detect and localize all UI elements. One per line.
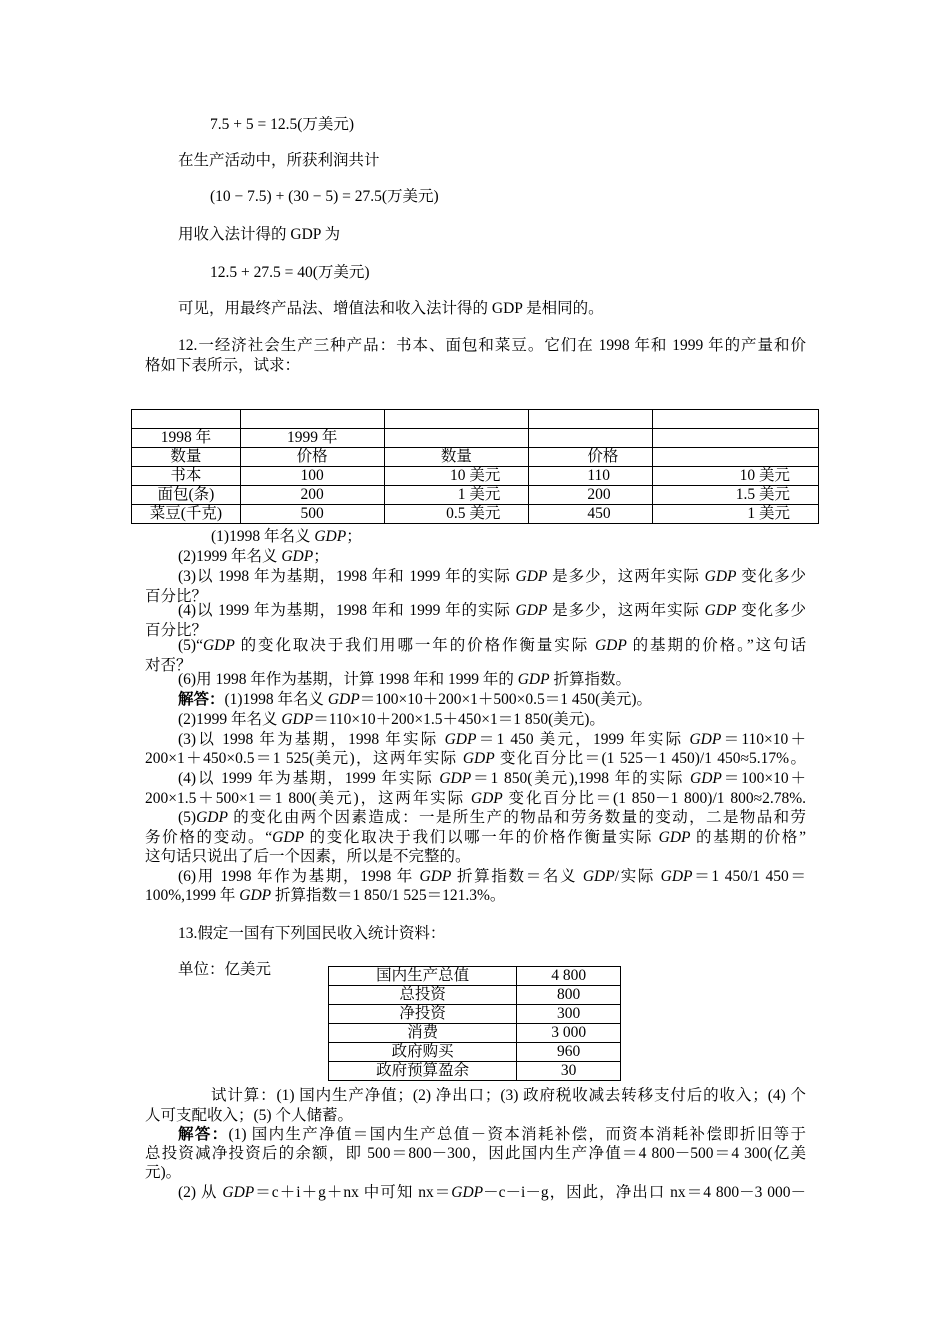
item-value: 30 [517, 1062, 621, 1081]
price-1998: 0.5 美元 [384, 505, 529, 524]
item-label: 政府购买 [329, 1043, 517, 1062]
product-name: 书本 [132, 467, 241, 486]
q12-sub2: (2)1999 年名义 GDP； [178, 548, 329, 565]
q12-sub5: (5)“GDP 的变化取决于我们用哪一年的价格作衡量实际 GDP 的基期的价格。”这句话 [178, 637, 806, 654]
income-method-calc: 12.5 + 27.5 = 40(万美元) [210, 264, 370, 281]
item-label: 消费 [329, 1024, 517, 1043]
item-label: 净投资 [329, 1005, 517, 1024]
table-row [329, 1043, 621, 1062]
item-label: 政府预算盈余 [329, 1062, 517, 1081]
q13-intro: 13.假定一国有下列国民收入统计资料： [178, 925, 446, 942]
q12-price-table [131, 409, 819, 524]
quantity-1999: 200 [529, 486, 653, 505]
answer-text: (1) 国内生产净值＝国内生产总值－资本消耗补偿，而资本消耗补偿即折旧等于 [228, 1126, 806, 1143]
year-1998-cell: 1998 年 [132, 429, 241, 448]
q12-sub4-cont: 百分比？ [145, 622, 208, 639]
q12-answer-5: (5)GDP 的变化由两个因素造成：一是所生产的物品和劳务数量的变动，二是物品和劳 [178, 809, 806, 826]
q13-task-cont: 人可支配收入；(5) 个人储蓄。 [145, 1107, 353, 1124]
q13-income-table [328, 966, 621, 1081]
q12-answer-2: (2)1999 年名义 GDP＝110×10＋200×1.5＋450×1＝1 850(美元)。 [178, 711, 605, 728]
q12-sub5-cont: 对否？ [145, 657, 192, 674]
q12-answer-4: (4)以 1999 年为基期，1999 年实际 GDP＝1 850(美元),1998 年的实际 GDP＝100×10＋ [178, 770, 806, 787]
q12-intro: 12.一经济社会生产三种产品：书本、面包和菜豆。它们在 1998 年和 1999 年的产量和价 [178, 337, 806, 354]
answer-label: 解答： [178, 1126, 229, 1143]
table-row [329, 967, 621, 986]
year-1999-cell: 1999 年 [240, 429, 384, 448]
answer-text: (1)1998 年名义 GDP＝100×10＋200×1＋500×0.5＝1 450(美元)。 [224, 691, 653, 708]
header-price: 价格 [529, 448, 653, 467]
q12-answer-3-cont: 200×1＋450×0.5＝1 525(美元)，这两年实际 GDP 变化百分比＝(1 525－1 450)/1 450≈5.17%。 [145, 750, 806, 767]
q13-answer-1-cont: 总投资减净投资后的余额，即 500＝800－300，因此国内生产净值＝4 800－500＝4 300(亿美 [145, 1145, 806, 1162]
table-row [132, 448, 819, 467]
item-value: 4 800 [517, 967, 621, 986]
quantity-1999: 450 [529, 505, 653, 524]
q13-task: 试计算：(1) 国内生产净值；(2) 净出口；(3) 政府税收减去转移支付后的收入；(4) 个 [211, 1087, 806, 1104]
item-value: 3 000 [517, 1024, 621, 1043]
q12-answer-4-cont: 200×1.5＋500×1＝1 800(美元)，这两年实际 GDP 变化百分比＝(1 850－1 800)/1 800≈2.78%. [145, 790, 806, 807]
price-1998: 10 美元 [384, 467, 529, 486]
header-quantity: 数量 [384, 448, 529, 467]
q12-answer-6: (6)用 1998 年作为基期，1998 年 GDP 折算指数＝名义 GDP/实际 GDP＝1 450/1 450＝ [178, 868, 806, 885]
q12-sub1: (1)1998 年名义 GDP； [211, 528, 362, 545]
item-value: 800 [517, 986, 621, 1005]
price-1999: 1 美元 [653, 505, 819, 524]
item-label: 总投资 [329, 986, 517, 1005]
price-1999: 1.5 美元 [653, 486, 819, 505]
product-name: 菜豆(千克) [132, 505, 241, 524]
profit-intro: 在生产活动中，所获利润共计 [178, 152, 380, 169]
item-value: 300 [517, 1005, 621, 1024]
income-sum-line: 7.5 + 5 = 12.5(万美元) [210, 116, 355, 133]
q12-answer-1 [178, 690, 652, 710]
answer-label: 解答： [178, 691, 225, 708]
item-value: 960 [517, 1043, 621, 1062]
q13-answer-1 [178, 1125, 806, 1145]
product-name: 面包(条) [132, 486, 241, 505]
table-row [132, 486, 819, 505]
table-row [329, 1024, 621, 1043]
quantity-1998: 500 [240, 505, 384, 524]
q12-intro-cont: 格如下表所示，试求： [145, 357, 301, 374]
table-row [132, 429, 819, 448]
q13-unit: 单位：亿美元 [178, 961, 272, 978]
table-row [132, 410, 819, 429]
q12-sub4: (4)以 1999 年为基期，1998 年和 1999 年的实际 GDP 是多少，这两年实际 GDP 变化多少 [178, 602, 806, 619]
q12-answer-5-cont: 务价格的变动。“GDP 的变化取决于我们以哪一年的价格作衡量实际 GDP 的基期的价格” [145, 829, 806, 846]
table-row [329, 1062, 621, 1081]
q12-answer-6-cont: 100%,1999 年 GDP 折算指数＝1 850/1 525＝121.3%。 [145, 887, 506, 904]
table-row [132, 505, 819, 524]
income-method-intro: 用收入法计得的 GDP 为 [178, 226, 341, 243]
price-1999: 10 美元 [653, 467, 819, 486]
q12-sub6: (6)用 1998 年作为基期，计算 1998 年和 1999 年的 GDP 折算指数。 [178, 671, 631, 688]
price-1998: 1 美元 [384, 486, 529, 505]
header-price: 价格 [240, 448, 384, 467]
q12-sub3-cont: 百分比？ [145, 588, 208, 605]
quantity-1998: 200 [240, 486, 384, 505]
quantity-1998: 100 [240, 467, 384, 486]
q12-sub3: (3)以 1998 年为基期，1998 年和 1999 年的实际 GDP 是多少，这两年实际 GDP 变化多少 [178, 568, 806, 585]
q13-answer-2: (2) 从 GDP＝c＋i＋g＋nx 中可知 nx＝GDP－c－i－g，因此，净出口 nx＝4 800－3 000－ [178, 1184, 807, 1201]
q13-answer-1-end: 元)。 [145, 1164, 182, 1181]
q12-answer-5-end: 这句话只说出了后一个因素，所以是不完整的。 [145, 848, 471, 865]
conclusion-line: 可见，用最终产品法、增值法和收入法计得的 GDP 是相同的。 [178, 300, 604, 317]
table-row [329, 986, 621, 1005]
header-quantity: 数量 [132, 448, 241, 467]
table-row [329, 1005, 621, 1024]
item-label: 国内生产总值 [329, 967, 517, 986]
profit-calc: (10 − 7.5) + (30 − 5) = 27.5(万美元) [210, 188, 439, 205]
q12-answer-3: (3)以 1998 年为基期，1998 年实际 GDP＝1 450 美元，1999 年实际 GDP＝110×10＋ [178, 731, 806, 748]
table-row [132, 467, 819, 486]
quantity-1999: 110 [529, 467, 653, 486]
